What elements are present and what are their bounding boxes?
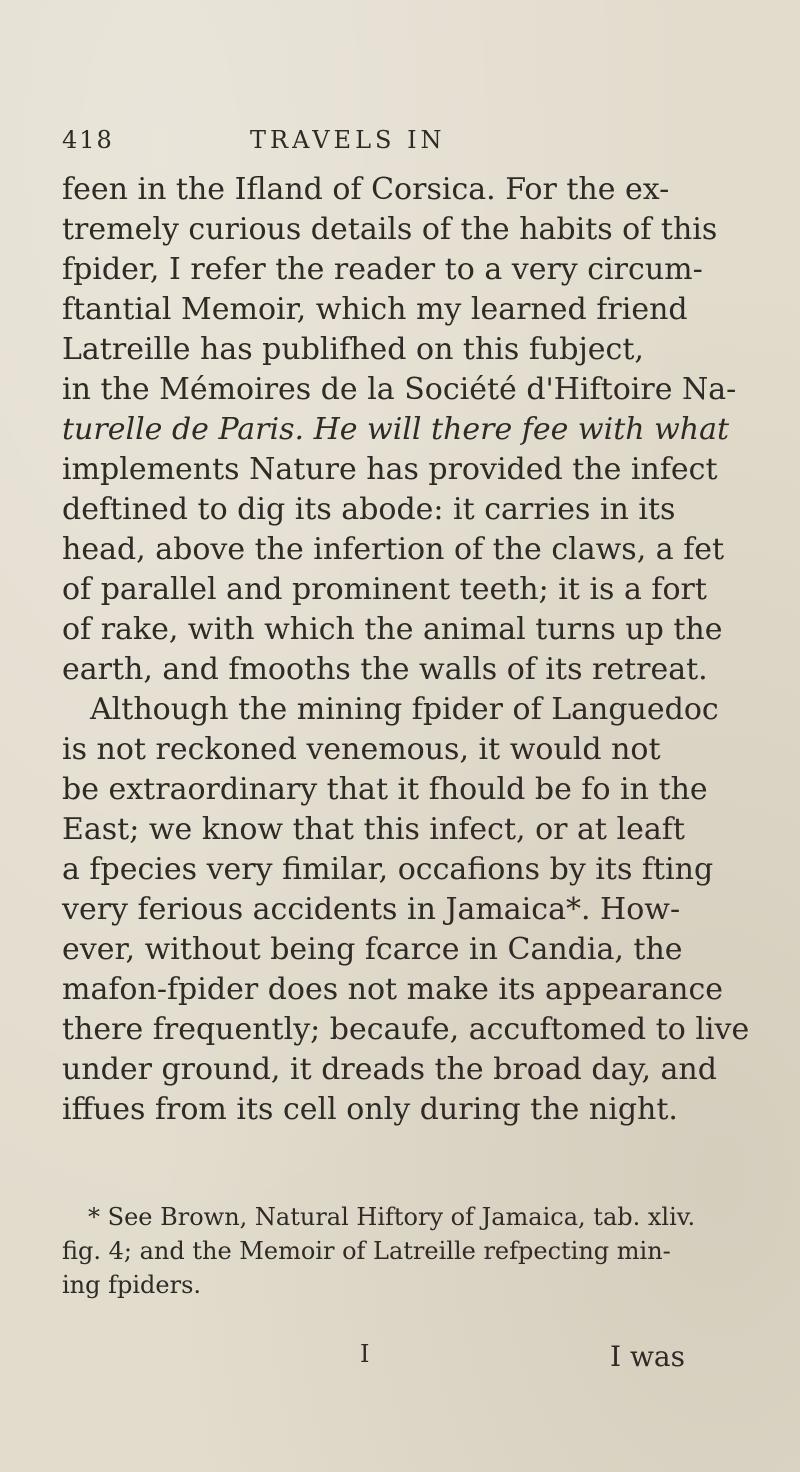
- text-line: iffues from its cell only during the night.: [62, 1092, 678, 1127]
- text-line: feen in the Ifland of Corsica. For the ex-: [62, 172, 670, 207]
- footnote-line: fig. 4; and the Memoir of Latreille refpecting min-: [62, 1237, 671, 1265]
- text-line: very ferious accidents in Jamaica*. How-: [62, 892, 681, 927]
- text-line: ever, without being fcarce in Candia, the: [62, 932, 683, 967]
- page-number: 418: [62, 126, 114, 154]
- text-line: of rake, with which the animal turns up the: [62, 612, 723, 647]
- text-line: mafon-fpider does not make its appearance: [62, 972, 724, 1007]
- catchword: I was: [610, 1340, 685, 1373]
- text-line: turelle de Paris. He will there fee with what: [62, 412, 730, 447]
- text-line: implements Nature has provided the infect: [62, 452, 718, 487]
- text-line: Although the mining fpider of Languedoc is not reckoned venemous, it would not: [62, 692, 719, 767]
- signature-mark: I: [360, 1340, 370, 1368]
- text-line: under ground, it dreads the broad day, and: [62, 1052, 717, 1087]
- running-header: [62, 126, 662, 166]
- text-line: deftined to dig its abode: it carries in its: [62, 492, 676, 527]
- running-title: TRAVELS IN: [250, 126, 446, 154]
- text-line: of parallel and prominent teeth; it is a fort: [62, 572, 707, 607]
- text-line: earth, and fmooths the walls of its retreat.: [62, 652, 708, 687]
- text-line: fpider, I refer the reader to a very circum-: [62, 252, 703, 287]
- text-line: ftantial Memoir, which my learned friend: [62, 292, 688, 327]
- text-line: head, above the infertion of the claws, a fet: [62, 532, 725, 567]
- text-line: there frequently; becaufe, accuftomed to live: [62, 1012, 750, 1047]
- footnote-line: ing fpiders.: [62, 1271, 202, 1299]
- text-line: a fpecies very fimilar, occafions by its fting: [62, 852, 714, 887]
- text-line: East; we know that this infect, or at leaft: [62, 812, 685, 847]
- text-line: tremely curious details of the habits of this: [62, 212, 718, 247]
- text-line: Latreille has publifhed on this fubject,: [62, 332, 644, 367]
- footnote-line: * See Brown, Natural Hiftory of Jamaica, tab. xliv.: [88, 1203, 696, 1231]
- text-line: be extraordinary that it fhould be fo in the: [62, 772, 708, 807]
- text-line: in the Mémoires de la Société d'Hiftoire Na-: [62, 372, 737, 407]
